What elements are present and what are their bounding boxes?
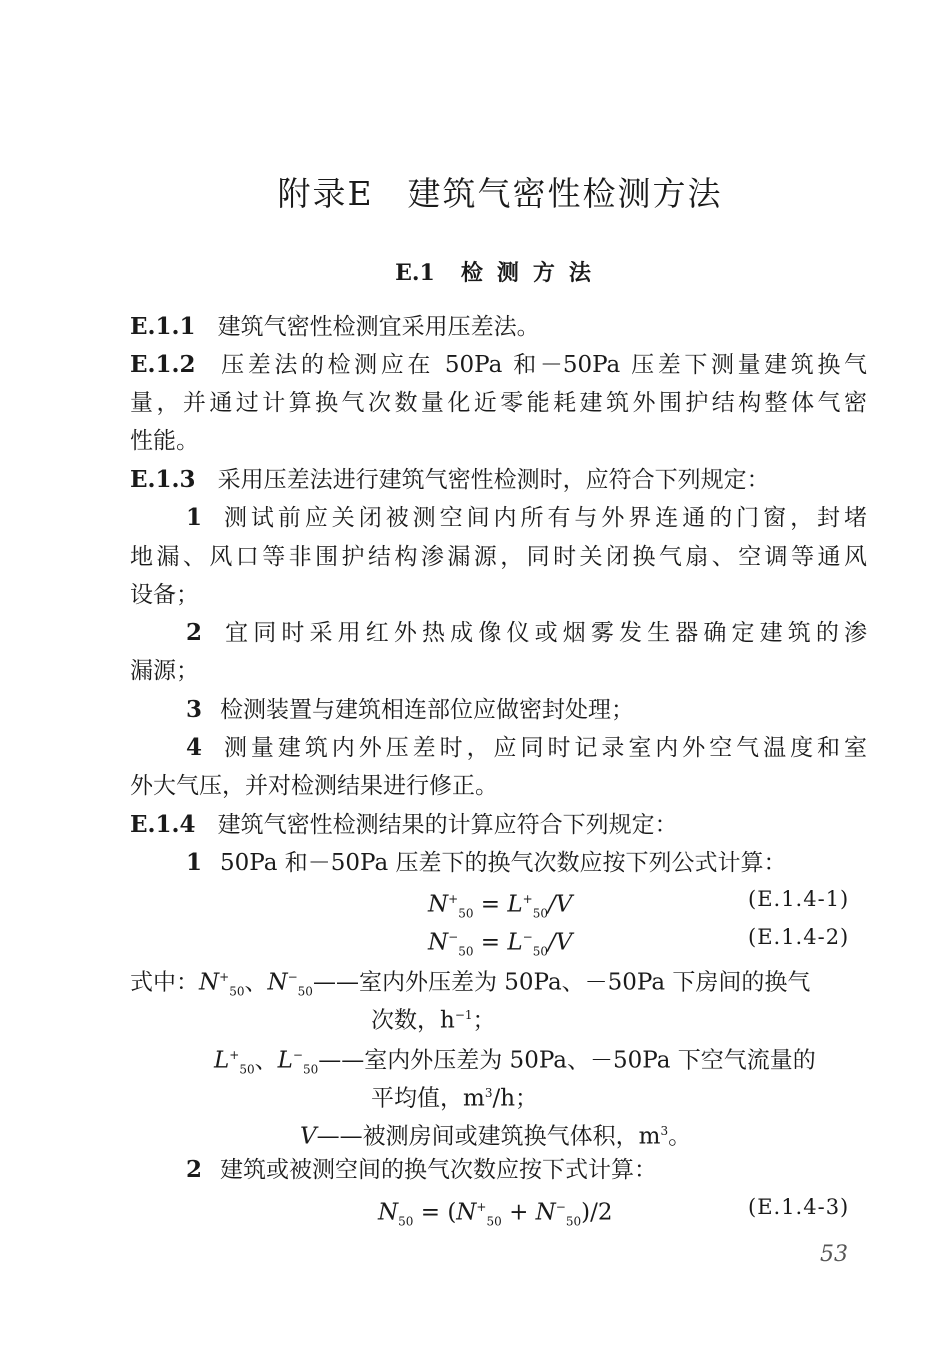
- where-text: 平均值，m: [371, 1085, 485, 1112]
- item-text: 测量建筑内外压差时，应同时记录室内外空气温度和室: [220, 735, 867, 761]
- where-end: /h；: [492, 1085, 539, 1112]
- where-text: 室内外压差为 50Pa、－50Pa 下房间的换气: [358, 969, 811, 996]
- formula-paren: )/2: [581, 1199, 613, 1226]
- item-number: 1: [186, 849, 203, 876]
- formula-sup: −: [522, 930, 533, 944]
- where-label: 式中：: [130, 969, 199, 996]
- formula-equals: =: [480, 929, 501, 956]
- unit-sup: 3: [660, 1124, 669, 1138]
- clause-number: E.1.1: [130, 313, 196, 340]
- formula-sub: 50: [458, 944, 474, 959]
- item-text: 建筑或被测空间的换气次数应按下式计算：: [220, 1157, 658, 1183]
- item-number: 2: [186, 619, 203, 646]
- item-number: 2: [186, 1156, 203, 1183]
- formula-sub: 50: [532, 906, 548, 921]
- formula-sup: +: [476, 1200, 487, 1214]
- formula-symbol: L: [507, 929, 523, 956]
- where-separator: 、: [254, 1047, 278, 1074]
- where-text: 被测房间或建筑换气体积，m: [362, 1123, 661, 1150]
- where-dash: ——: [318, 1047, 365, 1074]
- clause-number: E.1.2: [130, 351, 196, 378]
- item-text: 测试前应关闭被测空间内所有与外界连通的门窗，封堵: [220, 505, 867, 531]
- unit-sup: 3: [484, 1086, 493, 1100]
- formula-sub: 50: [458, 906, 474, 921]
- formula-e-1-4-2: [428, 922, 572, 966]
- page-number: 53: [820, 1242, 848, 1267]
- section-name: 检测方法: [460, 260, 605, 286]
- clause-number: E.1.3: [130, 466, 196, 493]
- where-sub: 50: [239, 1062, 255, 1077]
- where-line-3: [300, 1116, 691, 1152]
- formula-sup: +: [522, 892, 533, 906]
- where-sup: −: [292, 1048, 303, 1062]
- list-item-2-line2: 漏源；: [130, 658, 199, 684]
- where-line-1b: [371, 1000, 496, 1036]
- c4-item-2: [186, 1155, 657, 1185]
- formula-symbol: N: [428, 929, 449, 956]
- chapter-title: [0, 168, 950, 215]
- list-item-1-line1: [186, 503, 867, 533]
- formula-paren: (: [447, 1199, 457, 1226]
- clause-e-1-2-line3: 性能。: [130, 428, 199, 454]
- where-text: 室内外压差为 50Pa、－50Pa 下空气流量的: [364, 1047, 816, 1074]
- equation-number: (E.1.4-3): [748, 1195, 850, 1219]
- formula-equals: =: [480, 891, 501, 918]
- item-text: 宜同时采用红外热成像仪或烟雾发生器确定建筑的渗: [220, 620, 867, 646]
- unit-sup: −1: [454, 1008, 473, 1022]
- where-symbol: L: [277, 1047, 293, 1074]
- formula-symbol: N: [456, 1199, 477, 1226]
- clause-text: 压差法的检测应在 50Pa 和－50Pa 压差下测量建筑换气: [217, 352, 867, 378]
- clause-e-1-4: [130, 810, 678, 840]
- formula-symbol: L: [507, 891, 523, 918]
- where-sup: −: [287, 970, 298, 984]
- formula-sub: 50: [532, 944, 548, 959]
- item-number: 4: [186, 734, 203, 761]
- formula-symbol: N: [378, 1199, 399, 1226]
- where-symbol: N: [199, 969, 220, 996]
- formula-sub: 50: [398, 1214, 414, 1229]
- chapter-prefix: 附录E: [277, 174, 374, 213]
- where-sup: +: [219, 970, 230, 984]
- where-separator: 、: [244, 969, 268, 996]
- equation-number: (E.1.4-2): [748, 925, 850, 949]
- item-text: 检测装置与建筑相连部位应做密封处理；: [220, 697, 635, 723]
- where-text: 次数，h: [371, 1007, 455, 1034]
- clause-text: 采用压差法进行建筑气密性检测时，应符合下列规定：: [217, 467, 770, 493]
- where-dash: ——: [312, 969, 359, 996]
- clause-e-1-1: [130, 312, 540, 342]
- clause-e-1-2-line1: [130, 350, 867, 380]
- where-sub: 50: [229, 984, 245, 999]
- formula-plus: +: [509, 1199, 529, 1226]
- formula-sup: +: [448, 892, 459, 906]
- formula-equals: =: [420, 1199, 440, 1226]
- where-sub: 50: [297, 984, 313, 999]
- clause-text: 建筑气密性检测宜采用压差法。: [217, 314, 540, 340]
- clause-text: 建筑气密性检测结果的计算应符合下列规定：: [217, 812, 678, 838]
- list-item-1-line2: 地漏、风口等非围护结构渗漏源，同时关闭换气扇、空调等通风: [130, 544, 867, 570]
- where-symbol: L: [214, 1047, 230, 1074]
- item-number: 1: [186, 504, 203, 531]
- formula-symbol: N: [428, 891, 449, 918]
- item-text: 50Pa 和－50Pa 压差下的换气次数应按下列公式计算：: [220, 850, 787, 876]
- where-end: 。: [668, 1123, 692, 1150]
- c4-item-1: [186, 848, 786, 878]
- chapter-name: 建筑气密性检测方法: [407, 174, 723, 213]
- formula-e-1-4-3: [378, 1192, 613, 1236]
- item-number: 3: [186, 696, 203, 723]
- equation-number: (E.1.4-1): [748, 887, 850, 911]
- formula-sub: 50: [486, 1214, 502, 1229]
- formula-sup: −: [448, 930, 459, 944]
- section-number: E.1: [395, 260, 435, 286]
- formula-sub: 50: [565, 1214, 582, 1229]
- formula-sup: −: [555, 1200, 566, 1214]
- where-line-2b: [371, 1078, 538, 1114]
- clause-e-1-2-line2: 量，并通过计算换气次数量化近零能耗建筑外围护结构整体气密: [130, 390, 867, 416]
- list-item-1-line3: 设备；: [130, 582, 199, 608]
- formula-symbol: N: [535, 1199, 556, 1226]
- where-symbol: V: [300, 1123, 317, 1150]
- clause-e-1-3: [130, 465, 770, 495]
- list-item-2-line1: [186, 618, 867, 648]
- where-dash: ——: [316, 1123, 363, 1150]
- where-end: ；: [472, 1007, 496, 1034]
- where-sub: 50: [302, 1062, 319, 1077]
- clause-number: E.1.4: [130, 811, 196, 838]
- section-title: [0, 256, 950, 287]
- list-item-4-line2: 外大气压，并对检测结果进行修正。: [130, 773, 498, 799]
- formula-divisor: /V: [548, 891, 573, 918]
- where-symbol: N: [267, 969, 288, 996]
- formula-divisor: /V: [548, 929, 573, 956]
- list-item-4-line1: [186, 733, 867, 763]
- list-item-3: [186, 695, 634, 725]
- where-sup: +: [229, 1048, 240, 1062]
